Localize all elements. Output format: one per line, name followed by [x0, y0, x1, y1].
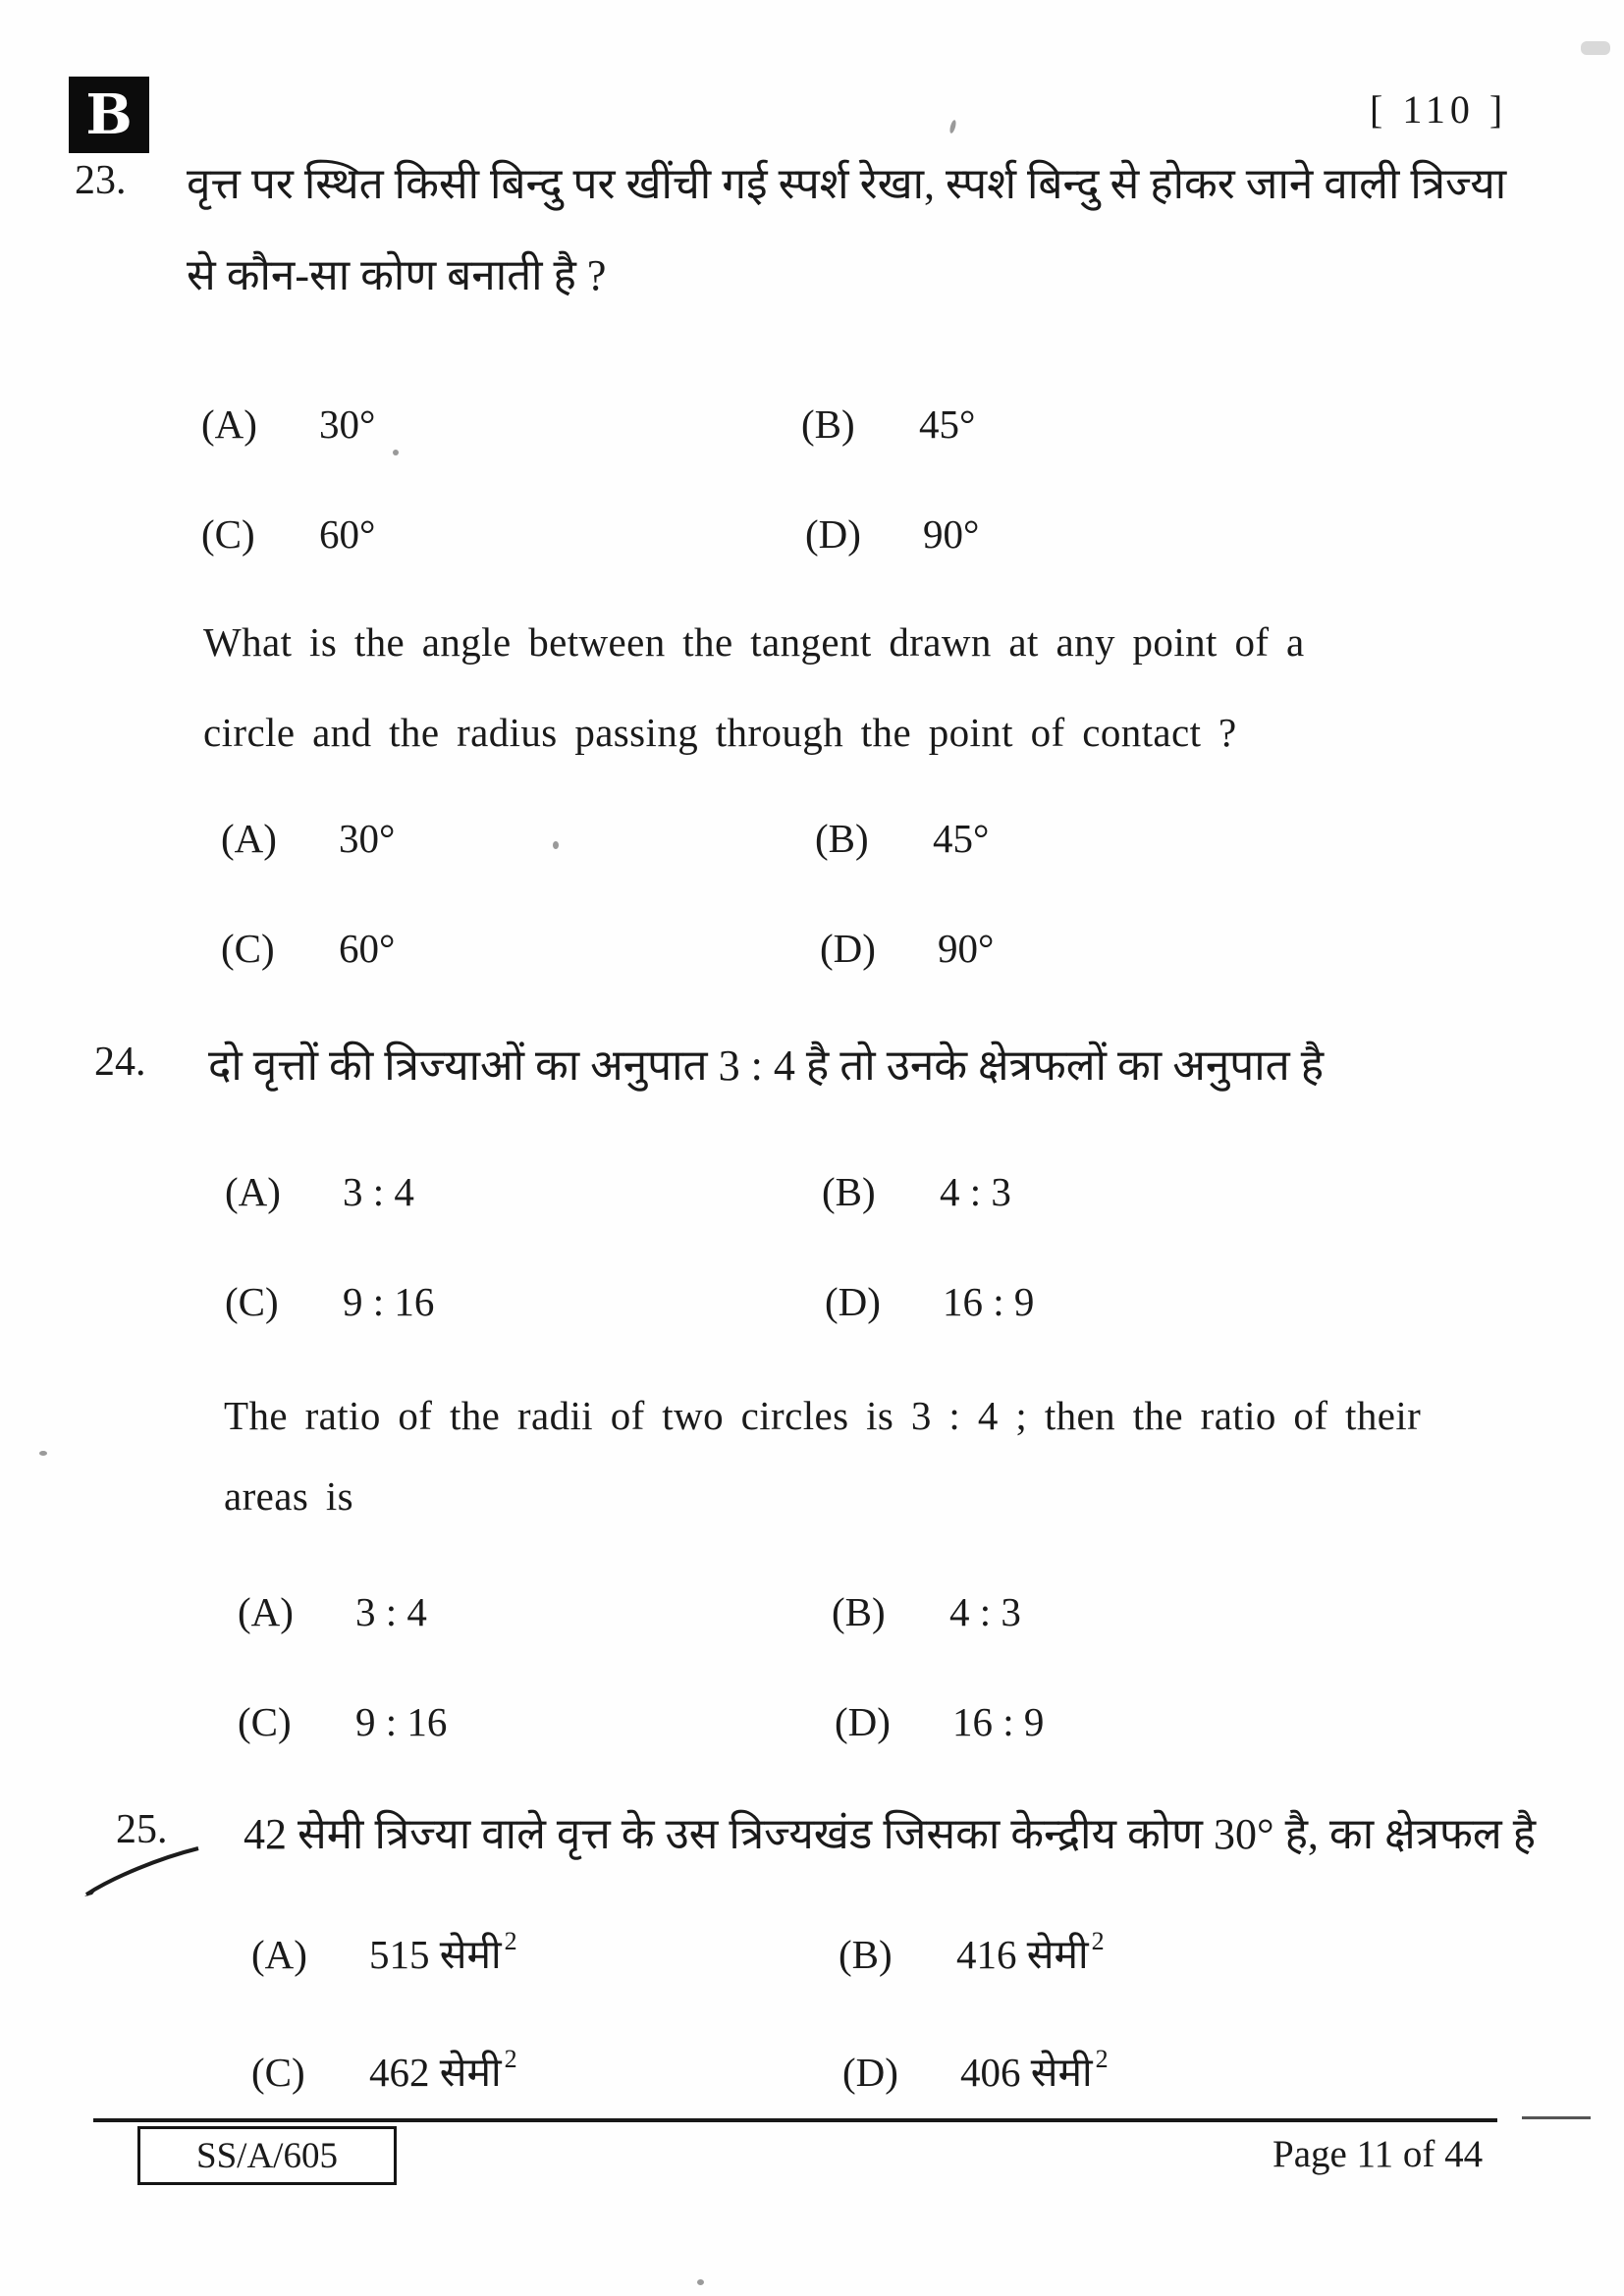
option-value: 90° — [923, 511, 980, 557]
option-value: 30° — [319, 401, 376, 447]
option-label: (B) — [822, 1169, 876, 1214]
option-value: 90° — [938, 926, 995, 971]
question-23-english-line-1: What is the angle between the tangent drawn at any point of a — [203, 619, 1305, 665]
option-value: 16 : 9 — [952, 1699, 1045, 1744]
option-value: 416 सेमी $^2$ — [956, 1927, 1105, 1977]
option-label: (C) — [201, 511, 255, 557]
q23-english-option-a — [221, 815, 395, 862]
option-value: 462 सेमी $^2$ — [369, 2045, 517, 2095]
option-label: (D) — [820, 926, 876, 971]
question-25-hindi-line-1: 42 सेमी त्रिज्या वाले वृत्त के उस त्रिज्यखंड जिसका केन्द्रीय कोण 30° है, का क्षेत्रफल है — [244, 1810, 1537, 1858]
option-label: (B) — [839, 1932, 893, 1977]
page-number-bracket: [ 110 ] — [1370, 87, 1508, 132]
option-value: 9 : 16 — [355, 1699, 448, 1744]
option-label: (B) — [815, 816, 869, 861]
option-label: (A) — [251, 1932, 307, 1977]
option-value: 9 : 16 — [343, 1279, 435, 1324]
booklet-code-badge: B — [69, 77, 149, 153]
question-23-hindi-line-1: वृत्त पर स्थित किसी बिन्दु पर खींची गई स्पर्श रेखा, स्पर्श बिन्दु से होकर जाने वाली त्रिज्या — [187, 160, 1507, 208]
question-24-english-line-2: areas is — [224, 1473, 353, 1519]
question-24-english-line-1: The ratio of the radii of two circles is 3 : 4 ; then the ratio of their — [224, 1393, 1422, 1438]
q24-english-option-c — [238, 1698, 447, 1745]
option-value: 30° — [339, 816, 396, 861]
question-23-number: 23. — [75, 158, 127, 203]
option-label: (D) — [825, 1279, 881, 1324]
option-label: (D) — [805, 511, 861, 557]
option-label: (C) — [251, 2050, 305, 2095]
option-label: (A) — [201, 401, 257, 447]
option-value: 60° — [339, 926, 396, 971]
scan-speck — [948, 120, 956, 134]
q23-english-option-c — [221, 925, 395, 972]
q24-hindi-option-b — [822, 1168, 1011, 1215]
superscript: 2 — [1095, 2045, 1109, 2074]
question-23-hindi-line-2: से कौन-सा कोण बनाती है ? — [187, 251, 607, 299]
scan-speck — [39, 1451, 47, 1456]
footer-divider — [93, 2118, 1497, 2122]
option-label: (A) — [225, 1169, 281, 1214]
option-value: 45° — [919, 401, 976, 447]
q24-hindi-option-a — [225, 1168, 414, 1215]
option-value: 406 सेमी $^2$ — [960, 2045, 1109, 2095]
question-24-hindi-line-1: दो वृत्तों की त्रिज्याओं का अनुपात 3 : 4 है तो उनके क्षेत्रफलों का अनुपात है — [208, 1041, 1325, 1090]
page-indicator: Page 11 of 44 — [1272, 2133, 1484, 2175]
option-label: (B) — [801, 401, 855, 447]
q23-hindi-option-c — [201, 510, 375, 558]
footer-divider-fragment — [1522, 2116, 1591, 2119]
q23-hindi-option-a — [201, 400, 375, 448]
option-value: 4 : 3 — [949, 1589, 1021, 1634]
option-label: (D) — [835, 1699, 891, 1744]
q24-english-option-a — [238, 1588, 427, 1635]
pen-mark — [79, 1832, 206, 1902]
option-label: (C) — [225, 1279, 279, 1324]
q24-english-option-b — [832, 1588, 1021, 1635]
question-25-number: 25. — [116, 1807, 168, 1852]
question-23-english-line-2: circle and the radius passing through the point of contact ? — [203, 710, 1237, 755]
q23-hindi-option-d — [805, 510, 979, 558]
q23-english-option-d — [820, 925, 994, 972]
option-label: (D) — [842, 2050, 898, 2095]
option-value: 515 सेमी $^2$ — [369, 1927, 517, 1977]
option-label: (C) — [221, 926, 275, 971]
scan-speck — [553, 841, 559, 849]
scan-speck — [393, 450, 399, 455]
option-label: (A) — [221, 816, 277, 861]
option-value: 45° — [933, 816, 990, 861]
q24-english-option-d — [835, 1698, 1044, 1745]
superscript: 2 — [504, 2045, 517, 2074]
option-value: 60° — [319, 511, 376, 557]
q25-option-a — [251, 1926, 517, 1981]
option-label: (C) — [238, 1699, 292, 1744]
option-label: (A) — [238, 1589, 294, 1634]
q25-option-d — [842, 2044, 1109, 2099]
question-24-number: 24. — [94, 1040, 146, 1085]
scan-speck — [697, 2279, 704, 2285]
paper-code-box: SS/A/605 — [137, 2126, 397, 2185]
option-value: 3 : 4 — [355, 1589, 427, 1634]
q25-option-c — [251, 2044, 517, 2099]
q24-hindi-option-d — [825, 1278, 1034, 1325]
q24-hindi-option-c — [225, 1278, 434, 1325]
option-value: 4 : 3 — [940, 1169, 1011, 1214]
option-value: 16 : 9 — [943, 1279, 1035, 1324]
superscript: 2 — [504, 1927, 517, 1956]
option-value: 3 : 4 — [343, 1169, 414, 1214]
option-label: (B) — [832, 1589, 886, 1634]
q25-option-b — [839, 1926, 1105, 1981]
q23-english-option-b — [815, 815, 989, 862]
q23-hindi-option-b — [801, 400, 975, 448]
scan-smudge — [1581, 41, 1610, 55]
superscript: 2 — [1091, 1927, 1105, 1956]
